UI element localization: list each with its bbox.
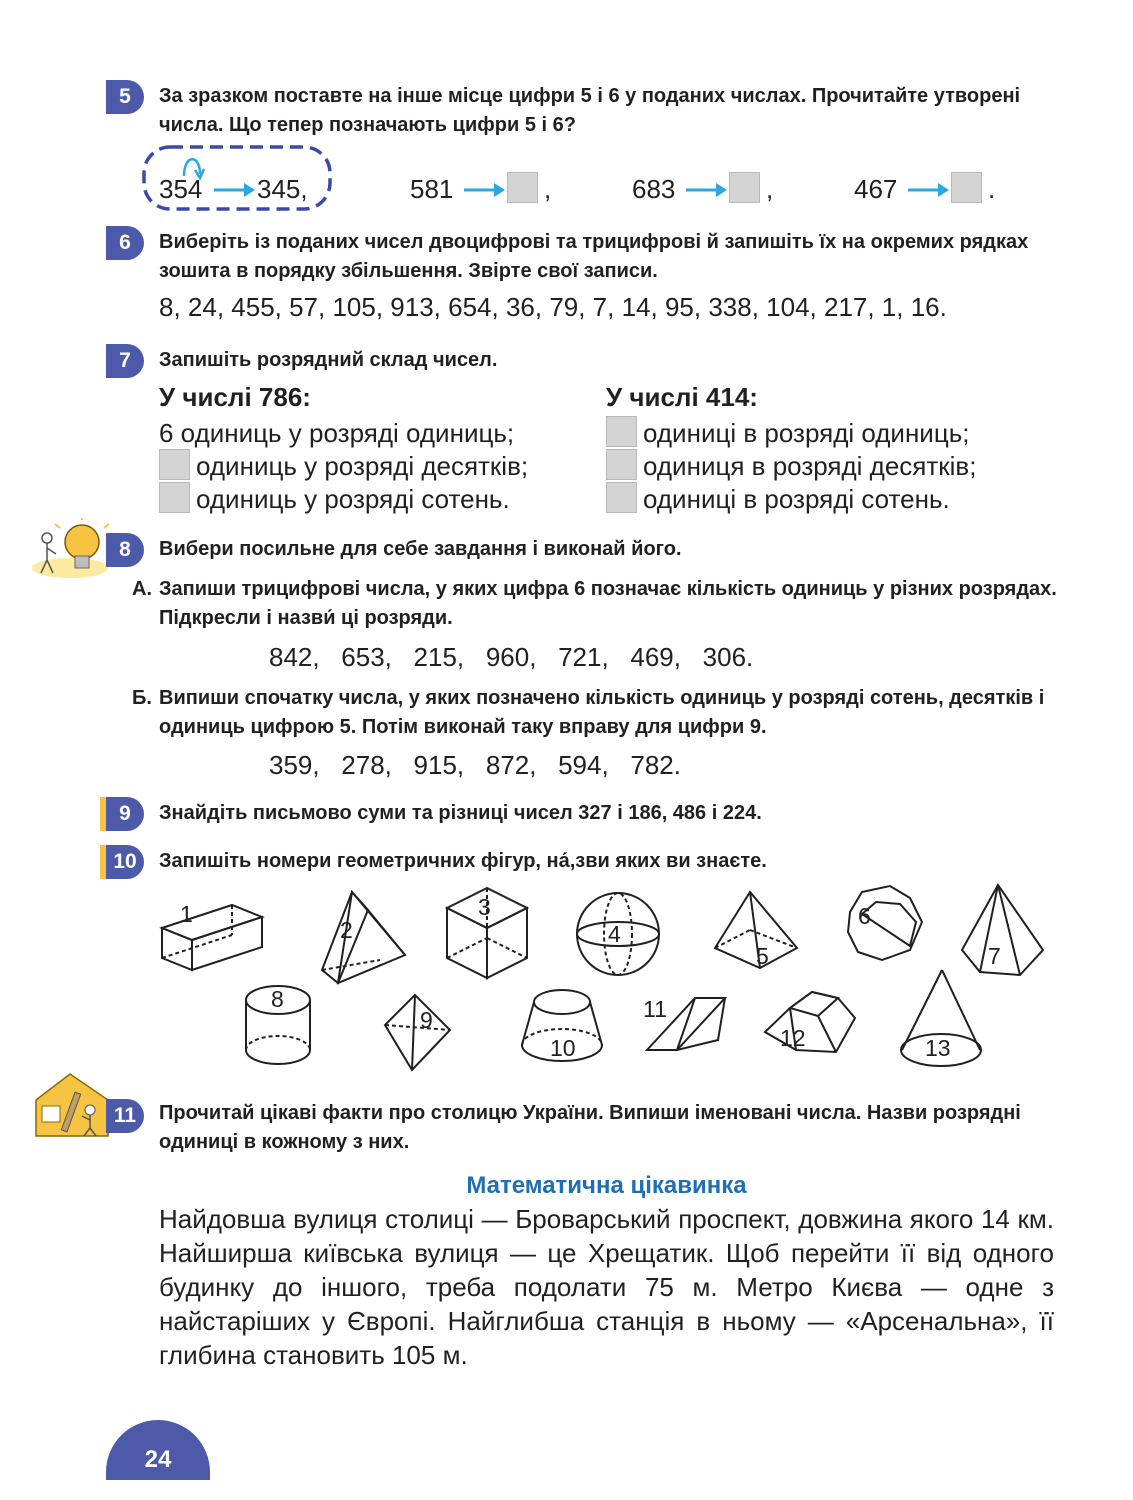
figure-cuboid: [162, 901, 262, 970]
option-label: А.: [132, 578, 152, 600]
figure-cube: [447, 888, 527, 978]
answer-box[interactable]: ,: [507, 172, 551, 206]
figure-tetrahedron: [385, 995, 450, 1070]
figure-label: 2: [340, 917, 353, 943]
figure-wedge: [643, 996, 725, 1050]
figure-pyramid: [715, 892, 797, 969]
lightbulb-icon: [30, 518, 110, 580]
task-instruction: Вибери посильне для себе завдання і виконай його.: [159, 538, 682, 560]
column-title: У числі 786:: [159, 382, 311, 412]
section-subtitle: Математична цікавинка: [466, 1172, 747, 1199]
place-value-line[interactable]: одиниці в розряді одиниць;: [606, 416, 970, 450]
answer-box[interactable]: .: [951, 172, 995, 206]
figure-hex-pyramid: [962, 885, 1043, 975]
figure-label: 11: [643, 996, 667, 1022]
option-text: Запиши трицифрові числа, у яких цифра 6 позначає кількість одиниць у різних розрядах. Підкресли і назви́ ці розряди.: [159, 578, 1057, 629]
arrow-right-icon: [462, 180, 506, 200]
task-instruction: Прочитай цікаві факти про столицю України. Випиши іменовані числа. Назви розрядні одиниці в кожному з них.: [159, 1102, 1021, 1153]
figure-label: 12: [780, 1025, 806, 1051]
figure-prism: [322, 892, 405, 983]
story-text: Найдовша вулиця столиці — Броварський проспект, довжина якого 14 км. Найширша київська вулиця — це Хрещатик. Щоб перейти її від одного будинку до іншого, треба подолати 75 м. Метро Києва — одне з найстаріших у Європі. Найглибша станція в ньому — «Арсенальна», її глибина становить 105 м.: [159, 1204, 1054, 1370]
place-value-line[interactable]: одиниць у розряді сотень.: [159, 482, 510, 516]
example-result-number: 345,: [257, 174, 308, 204]
place-value-line: 6 одиниць у розряді одиниць;: [159, 418, 515, 448]
figure-cone-frustum: [522, 990, 602, 1061]
task-number-badge: 9: [100, 797, 144, 831]
figure-octagonal-prism: [848, 886, 922, 960]
place-value-line[interactable]: одиниці в розряді сотень.: [606, 482, 950, 516]
option-text: Випиши спочатку числа, у яких позначено кількість одиниць у розряді сотень, десятків і одиниць цифрою 5. Потім виконай таку вправу для цифри 9.: [159, 687, 1045, 738]
figure-sphere: [577, 893, 659, 975]
task-number-badge: 8: [106, 533, 144, 567]
task5-item: 581: [410, 174, 454, 204]
arrow-right-icon: [212, 180, 256, 200]
figure-label: 10: [550, 1035, 576, 1061]
figure-label: 7: [988, 943, 1001, 969]
figure-label: 8: [271, 986, 284, 1012]
task-number-badge: 7: [106, 344, 144, 378]
arrow-right-icon: [684, 180, 728, 200]
geometric-figures: [150, 880, 1055, 1080]
number-list: 842, 653, 215, 960, 721, 469, 306.: [269, 642, 754, 672]
example-source-number: 354: [159, 174, 203, 204]
task-instruction: Запишіть номери геометричних фігур, на́,зви яких ви знаєте.: [159, 850, 767, 872]
number-list: 8, 24, 455, 57, 105, 913, 654, 36, 79, 7, 14, 95, 338, 104, 217, 1, 16.: [159, 292, 947, 322]
task-instruction: Знайдіть письмово суми та різниці чисел 327 і 186, 486 і 224.: [159, 802, 762, 824]
figure-label: 4: [608, 921, 621, 947]
task-number-badge: 11: [100, 1099, 144, 1133]
figure-label: 3: [478, 894, 491, 920]
arrow-right-icon: [906, 180, 950, 200]
task5-item: 467: [854, 174, 898, 204]
number-list: 359, 278, 915, 872, 594, 782.: [269, 750, 681, 780]
figure-label: 6: [858, 903, 871, 929]
figure-label: 1: [180, 901, 193, 927]
task-instruction: Запишіть розрядний склад чисел.: [159, 349, 498, 371]
task-instruction: За зразком поставте на інше місце цифри 5 і 6 у поданих числах. Прочитайте утворені числа. Що тепер позначають цифри 5 і 6?: [159, 85, 1021, 136]
answer-box[interactable]: ,: [729, 172, 773, 206]
task5-item: 683: [632, 174, 676, 204]
figure-label: 9: [420, 1007, 433, 1033]
task-number-badge: 5: [106, 80, 144, 114]
figure-cone: [901, 970, 981, 1066]
figure-label: 13: [925, 1035, 951, 1061]
place-value-line[interactable]: одиниць у розряді десятків;: [159, 449, 528, 483]
place-value-line[interactable]: одиниця в розряді десятків;: [606, 449, 976, 483]
page-number: 24: [106, 1420, 210, 1480]
figure-cylinder: [246, 986, 310, 1064]
task-instruction: Виберіть із поданих чисел двоцифрові та трицифрові й запишіть їх на окремих рядках зошита в порядку збільшення. Звірте свої записи.: [159, 231, 1029, 282]
column-title: У числі 414:: [606, 382, 758, 412]
figure-label: 5: [756, 943, 769, 969]
figure-pyramid-frustum: [765, 992, 855, 1052]
task-number-badge: 6: [106, 226, 144, 260]
option-label: Б.: [132, 687, 152, 709]
task-number-badge: 10: [100, 845, 144, 879]
